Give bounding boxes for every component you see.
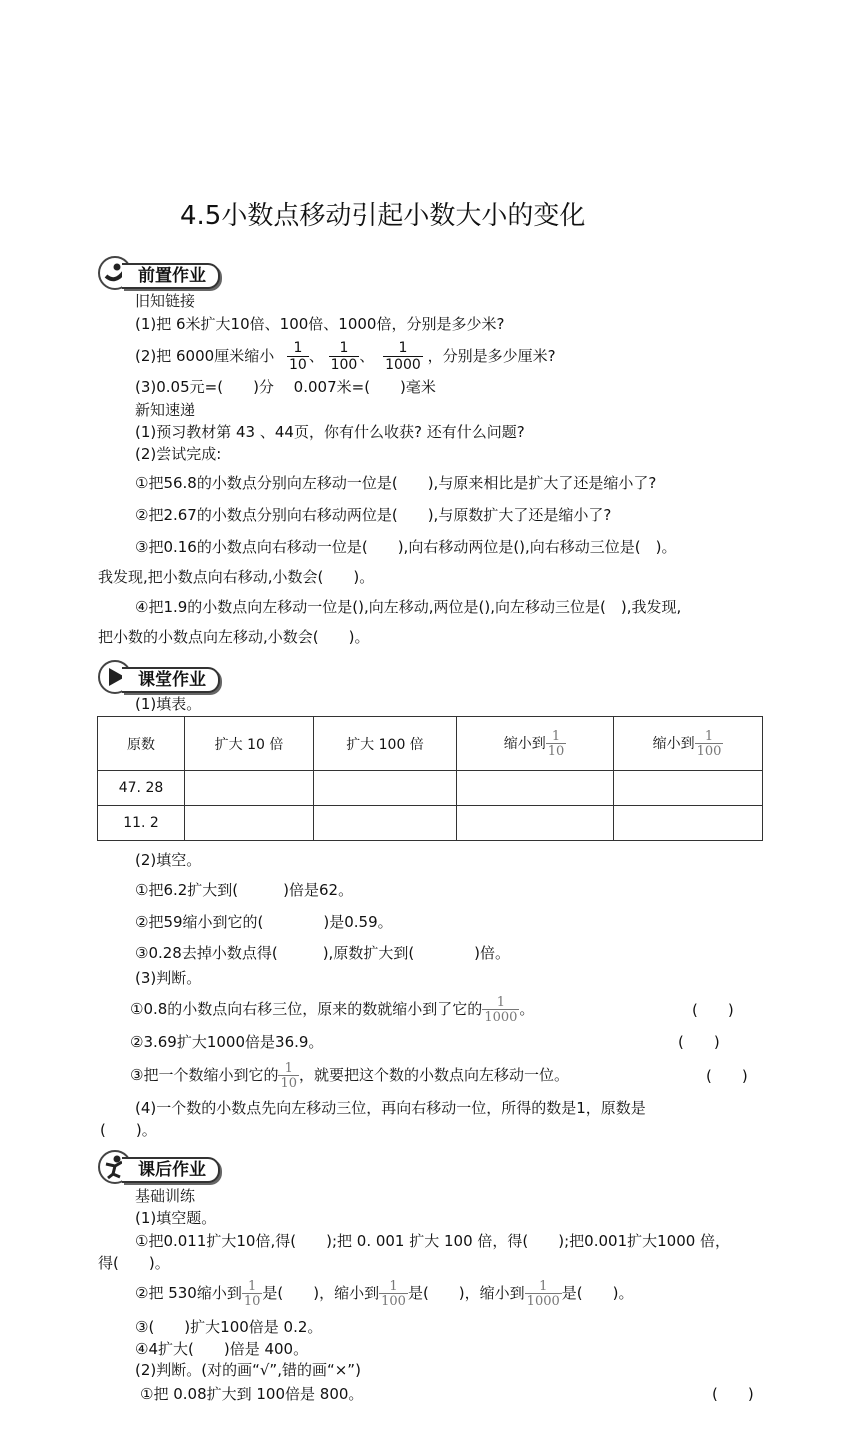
table-cell-empty[interactable] — [614, 806, 763, 841]
separator: 、 — [308, 347, 324, 365]
judge-item-1 — [130, 992, 534, 1026]
after-fill-2-mid2: 是( )，缩小到 — [407, 1284, 525, 1302]
judge-item-1-end: 。 — [519, 1000, 535, 1018]
fill-item-1: ①把6.2扩大到( )倍是62。 — [135, 881, 354, 899]
judge-answer-2[interactable]: ( ) — [678, 1033, 720, 1051]
try-item-3: ③把0.16的小数点向右移动一位是( ),向右移动两位是(),向右移动三位是( )。 — [135, 538, 677, 556]
pre-question-2-tail: ，分别是多少厘米? — [427, 347, 556, 365]
fraction-1-100: $\frac{1}{100}$ — [696, 728, 722, 759]
separator: 、 — [359, 347, 375, 365]
fill-item-3: ③0.28去掉小数点得( ),原数扩大到( )倍。 — [135, 944, 511, 962]
pre-question-3: (3)0.05元=( )分 0.007米=( )毫米 — [135, 378, 436, 396]
table-header-row — [98, 717, 763, 771]
new-question-2: (2)尝试完成: — [135, 445, 222, 463]
table-cell-original: 47. 28 — [98, 771, 185, 806]
after-fill-1-cont: 得( )。 — [98, 1254, 170, 1272]
judge-item-3-text: ③把一个数缩小到它的 — [130, 1066, 279, 1084]
after-fill-2-mid1: 是( )，缩小到 — [262, 1284, 380, 1302]
table-cell-empty[interactable] — [314, 806, 457, 841]
fraction-1-100: $\frac{1}{100}$ — [330, 339, 358, 373]
class-part-4: (4)一个数的小数点先向左移动三位，再向右移动一位，所得的数是1，原数是 — [135, 1099, 646, 1117]
fraction-1-1000: $\frac{1}{1000}$ — [526, 1278, 560, 1309]
new-question-1: (1)预习教材第 43 、44页，你有什么收获? 还有什么问题? — [135, 423, 525, 441]
after-fill-2-end: 是( )。 — [561, 1284, 634, 1302]
header-original: 原数 — [98, 717, 185, 771]
header-one-hundredth-label: 缩小到 — [652, 735, 695, 752]
fraction-1-100: $\frac{1}{100}$ — [381, 1278, 406, 1309]
after-judge-answer-1[interactable]: ( ) — [712, 1385, 754, 1403]
fraction-1-1000: $\frac{1}{1000}$ — [484, 994, 518, 1025]
try-item-3-conclusion: 我发现,把小数点向右移动,小数会( )。 — [98, 568, 375, 586]
judge-item-2: ②3.69扩大1000倍是36.9。 — [130, 1033, 324, 1051]
after-fill-3: ③( )扩大100倍是 0.2。 — [135, 1318, 323, 1336]
fraction-1-1000: $\frac{1}{1000}$ — [385, 339, 421, 373]
after-question-1: (1)填空题。 — [135, 1209, 217, 1227]
table-cell-original: 11. 2 — [98, 806, 185, 841]
page-title: 4.5小数点移动引起小数大小的变化 — [180, 201, 586, 231]
section-badge-pre — [98, 256, 238, 290]
class-part-1: (1)填表。 — [135, 695, 202, 713]
judge-answer-3[interactable]: ( ) — [706, 1067, 748, 1085]
header-one-hundredth — [614, 717, 763, 771]
old-knowledge-heading: 旧知链接 — [135, 292, 196, 310]
judge-item-1-text: ①0.8的小数点向右移三位，原来的数就缩小到了它的 — [130, 1000, 483, 1018]
table-cell-empty[interactable] — [457, 806, 614, 841]
basic-training-heading: 基础训练 — [135, 1187, 196, 1205]
section-badge-class — [98, 660, 238, 694]
after-judge-1: ①把 0.08扩大到 100倍是 800。 — [140, 1385, 364, 1403]
class-part-4-answer[interactable]: ( )。 — [100, 1121, 157, 1139]
judge-item-3-tail: ，就要把这个数的小数点向左移动一位。 — [299, 1066, 570, 1084]
fill-table — [97, 716, 763, 841]
pre-question-2-text: (2)把 6000厘米缩小 — [135, 347, 275, 365]
table-cell-empty[interactable] — [457, 771, 614, 806]
header-times-100: 扩大 100 倍 — [314, 717, 457, 771]
section-label-pre: 前置作业 — [122, 263, 220, 289]
table-cell-empty[interactable] — [185, 806, 314, 841]
try-item-2: ②把2.67的小数点分别向右移动两位是( ),与原数扩大了还是缩小了? — [135, 506, 612, 524]
header-one-tenth-label: 缩小到 — [503, 735, 546, 752]
header-times-10: 扩大 10 倍 — [185, 717, 314, 771]
pre-question-2 — [135, 336, 556, 376]
new-knowledge-heading: 新知速递 — [135, 401, 196, 419]
fraction-1-10: $\frac{1}{10}$ — [280, 1060, 297, 1091]
fill-item-2: ②把59缩小到它的( )是0.59。 — [135, 913, 393, 931]
class-part-3: (3)判断。 — [135, 969, 202, 987]
table-row — [98, 806, 763, 841]
section-label-class: 课堂作业 — [122, 667, 220, 693]
table-cell-empty[interactable] — [185, 771, 314, 806]
after-fill-2-text: ②把 530缩小到 — [135, 1284, 242, 1302]
pre-question-1: (1)把 6米扩大10倍、100倍、1000倍，分别是多少米? — [135, 315, 505, 333]
judge-item-3 — [130, 1058, 569, 1092]
judge-answer-1[interactable]: ( ) — [692, 1001, 734, 1019]
try-item-1: ①把56.8的小数点分别向左移动一位是( ),与原来相比是扩大了还是缩小了? — [135, 474, 657, 492]
after-question-2: (2)判断。(对的画“√”,错的画“×”) — [135, 1361, 361, 1379]
table-row — [98, 771, 763, 806]
after-fill-1: ①把0.011扩大10倍,得( );把 0. 001 扩大 100 倍，得( );把0.001扩大1000 倍， — [135, 1232, 731, 1250]
table-cell-empty[interactable] — [614, 771, 763, 806]
table-cell-empty[interactable] — [314, 771, 457, 806]
try-item-4: ④把1.9的小数点向左移动一位是(),向左移动,两位是(),向左移动三位是( ),我发现, — [135, 598, 682, 616]
fraction-1-10: $\frac{1}{10}$ — [547, 728, 565, 759]
fraction-1-10: $\frac{1}{10}$ — [288, 339, 307, 373]
after-fill-2 — [135, 1276, 633, 1310]
after-fill-4: ④4扩大( )倍是 400。 — [135, 1340, 309, 1358]
try-item-4-conclusion: 把小数的小数点向左移动,小数会( )。 — [98, 628, 370, 646]
class-part-2: (2)填空。 — [135, 851, 202, 869]
section-label-after: 课后作业 — [122, 1157, 220, 1183]
header-one-tenth — [457, 717, 614, 771]
fraction-1-10: $\frac{1}{10}$ — [243, 1278, 261, 1309]
section-badge-after — [98, 1150, 240, 1184]
